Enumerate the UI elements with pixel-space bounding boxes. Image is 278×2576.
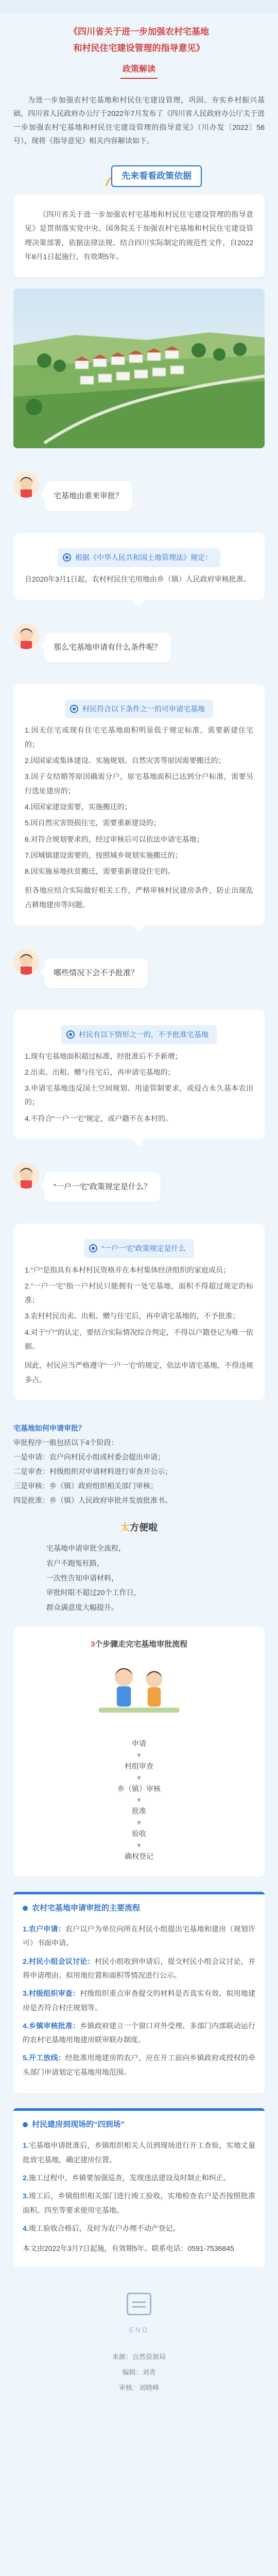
answer-card: [13, 533, 265, 600]
tip-line: 审批时限不超过20个工作日，: [46, 1588, 141, 1597]
answer-item: 3.因子女结婚等原因确需分户，原宅基地面积已达到分户标准，需要另行选址建房的；: [25, 772, 253, 795]
pointer-triangle: [132, 600, 146, 607]
panel-title-text: 农村宅基地申请审批的主要流程: [32, 1903, 141, 1912]
flow-step: 村组审查: [125, 1761, 153, 1770]
question-bubble: 哪些情况下会不予批准？: [44, 958, 148, 988]
panel-item-key: 5.开工放线：: [23, 2054, 65, 2062]
title-line-2: 和村民住宅建设管理的指导意见》: [73, 43, 205, 54]
panel-item: [23, 2017, 255, 2049]
tip-line: 宅基地申请审批全流程，: [46, 1544, 126, 1553]
answer-item: 3.农村村民出卖、出租、赠与住宅后，再申请宅基地的，不予批准；: [25, 1312, 240, 1320]
dot-icon: [23, 2122, 28, 2127]
circle-icon: [66, 1030, 75, 1039]
answer-item: 8.因实施易地扶贫搬迁，需要重新建设住宅的。: [25, 867, 175, 876]
arrow-down-icon: ▼: [136, 1751, 142, 1759]
tip-line: 一次性告知申请材料，: [46, 1573, 118, 1582]
tip-lines: [46, 1541, 232, 1615]
panel-title: [23, 1902, 255, 1915]
panel-item-key: 4.乡镇审核批准：: [23, 2021, 80, 2030]
panel-item-key: 3.: [23, 2192, 29, 2200]
credit-line: 编辑：刘青: [122, 2368, 156, 2377]
panel-item-value: 农户以户为单位向所在村民小组提出宅基地和建房（规划许可）书面申请。: [23, 1925, 255, 1947]
pill-text: “一户一宅”政策规定是什么: [101, 1244, 186, 1252]
village-aerial-image: [13, 289, 265, 448]
arrow-down-icon: ▼: [136, 1842, 142, 1850]
badge-wrap: [13, 158, 265, 194]
panel-item-value: 竣工验收合格后，及时为农户办理不动产登记。: [28, 2224, 180, 2232]
pill-text: 村民有以下情形之一的，不予批准宅基地: [79, 1030, 208, 1039]
panel-item-value: 经批准用地建房的农户，应在开工前向乡镇政府或授权的牵头部门申请划定宅基地用地范围。: [23, 2054, 255, 2076]
avatar: [13, 1163, 39, 1189]
answer-item: 2.出卖、出租、赠与住宅后，再申请宅基地的；: [25, 1067, 175, 1076]
answer-pill: [61, 1025, 217, 1044]
flow-list: [72, 1736, 206, 1865]
article-header: [11, 13, 267, 84]
credit-line: 来源：自然资源局: [112, 2353, 166, 2361]
panel-item-key: 2.村民小组会议讨论：: [23, 1957, 95, 1965]
panel-item: [23, 1920, 255, 1953]
case-section: [13, 1421, 265, 1507]
circle-icon: [70, 705, 78, 713]
answer-card: [13, 1224, 265, 1400]
answer-item: 4.不符合“一户一宅”规定，或户籍不在本村的。: [25, 1114, 172, 1123]
answer-item: 4.因国家建设需要，实施搬迁的；: [25, 802, 132, 811]
panel-item: [23, 2137, 255, 2169]
panel-item-value: 施工过程中，乡镇要加强巡查，发现违法建设及时制止和纠正。: [28, 2173, 231, 2182]
flow-step: 申请: [132, 1739, 146, 1748]
info-panel-2: [13, 2108, 265, 2267]
village-illustration: [13, 289, 265, 448]
question-bubble: 那么宅基地申请有什么条件呢？: [44, 633, 171, 663]
answer-item: 1.现有宅基地面积超过标准，经批准后不予新增；: [25, 1052, 182, 1060]
panel-item-key: 1.: [23, 2141, 29, 2150]
panel-item: [23, 2187, 255, 2219]
intro-text: 为进一步加强农村宅基地和村民住宅建设管理，巩固、夯实乡村振兴基础，四川省人民政府办公厅于2022年7月发布了《四川省人民政府办公厅关于进一步加强农村宅基地和村民住宅建设管理的指导意见》（川办发〔2022〕56号），现将《指导意见》相关内容解读如下。: [13, 95, 265, 145]
answer-card: [13, 1010, 265, 1139]
document-icon: [127, 2293, 151, 2315]
panel-item: [23, 2219, 255, 2238]
case-line: 三是审核：乡（镇）政府组织相关部门审核；: [13, 1481, 158, 1490]
panel-list: [23, 1920, 255, 2081]
answer-item: 2.“一户一宅”指一户村民只能拥有一处宅基地，面积不得超过规定的标准；: [25, 1281, 253, 1304]
qa-section-1: [13, 469, 265, 600]
answer-item: 1.“户”是指具有本村村民资格并在本村集体经济组织的家庭成员；: [25, 1265, 230, 1274]
panel-title-text: 村民建房到现场的“四到场”: [32, 2120, 125, 2129]
panel-item-value: 乡镇政府建立一个窗口对外受理、多部门内部联动运行的农村宅基地用地建房联审联办制度。: [23, 2021, 255, 2044]
case-line: 二是审查：村级组织对申请材料进行审查并公示；: [13, 1467, 172, 1476]
arrow-down-icon: ▼: [136, 1819, 142, 1827]
panel-item: [23, 2049, 255, 2081]
tip-title: [0, 1520, 278, 1536]
circle-icon: [89, 1244, 97, 1252]
tip-title-main: 方便啦: [130, 1522, 158, 1533]
avatar: [13, 949, 39, 975]
steps-title-text: 个步骤走完宅基地审批流程: [95, 1639, 188, 1649]
steps-count: 3: [90, 1639, 95, 1649]
panel-item-value: 村级组织重点审查提交的材料是否真实有效、拟用地建房是否符合村庄规划等。: [23, 1989, 255, 2012]
pointer-triangle: [132, 1139, 146, 1146]
answer-item: 6.对符合规划要求的，经过审核后可以依法申请宅基地；: [25, 835, 204, 843]
panel-title: [23, 2118, 255, 2131]
title-line-1: 《四川省关于进一步加强农村宅基地: [69, 27, 209, 37]
credits: [0, 2349, 278, 2396]
case-line: 一是申请：农户向村民小组或村委会提出申请；: [13, 1452, 165, 1461]
avatar: [13, 472, 39, 498]
panel-note: 本文由2022年3月7日起施，有效期5年。联系电话：0591-7536845: [23, 2244, 234, 2253]
panel-item-key: 2.: [23, 2173, 29, 2182]
panel-item: [23, 1953, 255, 1985]
dot-icon: [23, 1906, 28, 1911]
tip-title-prefix: 太: [120, 1522, 130, 1533]
arrow-down-icon: ▼: [136, 1774, 142, 1782]
intro-card-text: 《四川省关于进一步加强农村宅基地和村民住宅建设管理的指导意见》是贯彻落实党中央、国务院关于加强农村宅基地和村民住宅建设管理决策部署，依据法律法规、结合四川实际制定的规范性文件，自2022年8月1日起施行，有效期5年。: [25, 210, 253, 261]
answer-item: 2.因国家或集体建设、实施规划、自然灾害等原因需要搬迁的；: [25, 756, 225, 765]
steps-card: [13, 1626, 265, 1876]
policy-basis-badge: 先来看看政策依据: [111, 165, 202, 187]
question-bubble: 宅基地由谁来审批？: [44, 481, 132, 511]
pill-text: 村民符合以下条件之一的可申请宅基地: [82, 704, 205, 713]
panel-item: [23, 2169, 255, 2187]
answer-item: 3.申请宅基地违反国土空间规划、用途管制要求，或侵占永久基本农田的；: [25, 1084, 253, 1107]
answer-footer: 因此，村民应当严格遵守“一户一宅”的规定，依法申请宅基地，不得违规多占。: [25, 1361, 253, 1384]
answer-pill: [84, 1239, 194, 1258]
arrow-down-icon: ▼: [136, 1797, 142, 1804]
panel-item-value: 村民小组收到申请后，提交村民小组会议讨论，并将申请理由、拟用地位置和面积等情况进行公示。: [23, 1957, 255, 1979]
top-strip: [0, 0, 278, 13]
flow-step: 乡（镇）审核: [117, 1784, 161, 1793]
panel-item-key: 3.村级组织审查：: [23, 1989, 80, 1998]
case-line: 审批程序一般包括以下4个阶段：: [13, 1438, 118, 1447]
answer-item: 4.对于“户”的认定，要结合实际情况综合判定，不得以户籍登记为唯一依据。: [25, 1328, 253, 1350]
info-panel-1: [13, 1892, 265, 2093]
answer-text: 自2020年3月1日起，农村村民住宅用地由乡（镇）人民政府审核批准。: [25, 574, 251, 583]
answer-card: [13, 684, 265, 925]
answer-pill: [58, 548, 220, 567]
circle-icon: [63, 553, 71, 562]
answer-item: 1.因无住宅或现有住宅宅基地面积明显低于规定标准，需要新建住宅的；: [25, 726, 253, 749]
tip-line: 农户不跑冤枉路，: [46, 1559, 104, 1568]
qa-section-3: [13, 946, 265, 1139]
question-row: [13, 469, 265, 518]
question-row: [13, 1160, 265, 1209]
answer-footer: 但各地应结合实际做好相关工作，严格审核村民建房条件，防止出现乱占耕地建房等问题。: [25, 886, 253, 909]
question-bubble: “一户一宅”政策规定是什么？: [44, 1172, 161, 1202]
intro-card: [13, 194, 265, 277]
avatar: [13, 623, 39, 649]
flow-step: 批准: [132, 1807, 146, 1816]
policy-label: 政策解读: [120, 62, 158, 79]
flow-step: 验收: [132, 1829, 146, 1838]
panel-item-value: 宅基地申请批准后，乡镇组织相关人员到现场进行开工查验，实地丈量批放宅基地，确定建房位置。: [23, 2141, 255, 2164]
flow-step: 确权登记: [125, 1852, 153, 1861]
question-row: [13, 946, 265, 995]
end-label: END: [129, 2325, 149, 2334]
question-row: [13, 620, 265, 670]
steps-title: [23, 1638, 255, 1651]
qa-section-4: [13, 1160, 265, 1400]
case-title: 宅基地如何申请审批？: [13, 1423, 85, 1432]
children-icon: [23, 1656, 255, 1728]
credit-line: 审核：刘晓峰: [118, 2383, 159, 2392]
end-block: [0, 2293, 278, 2395]
panel-item-key: 4.: [23, 2224, 29, 2232]
panel-item-key: 1.农户申请：: [23, 1925, 65, 1934]
answer-item: 5.因自然灾害毁损住宅，需要重新建设的；: [25, 819, 161, 827]
answer-pill: [65, 700, 213, 719]
qa-section-2: [13, 620, 265, 925]
panel-item-value: 竣工后，乡镇组织相关部门进行竣工验收，实地检查农户是否按照批准面积、四至等要求使用宅基地。: [23, 2192, 255, 2214]
tip-line: 群众满意度大幅提升。: [46, 1603, 118, 1612]
pointer-triangle: [132, 925, 146, 933]
panel-item: [23, 1985, 255, 2017]
case-line: 四是批准：乡（镇）人民政府审批并发放批准书。: [13, 1496, 172, 1504]
answer-item: 7.因城镇建设需要的，按照城乡规划实施搬迁的；: [25, 851, 182, 859]
pill-text: 根据《中华人民共和国土地管理法》规定：: [75, 553, 212, 562]
kids-illustration: [23, 1656, 255, 1728]
panel-list: [23, 2137, 255, 2238]
